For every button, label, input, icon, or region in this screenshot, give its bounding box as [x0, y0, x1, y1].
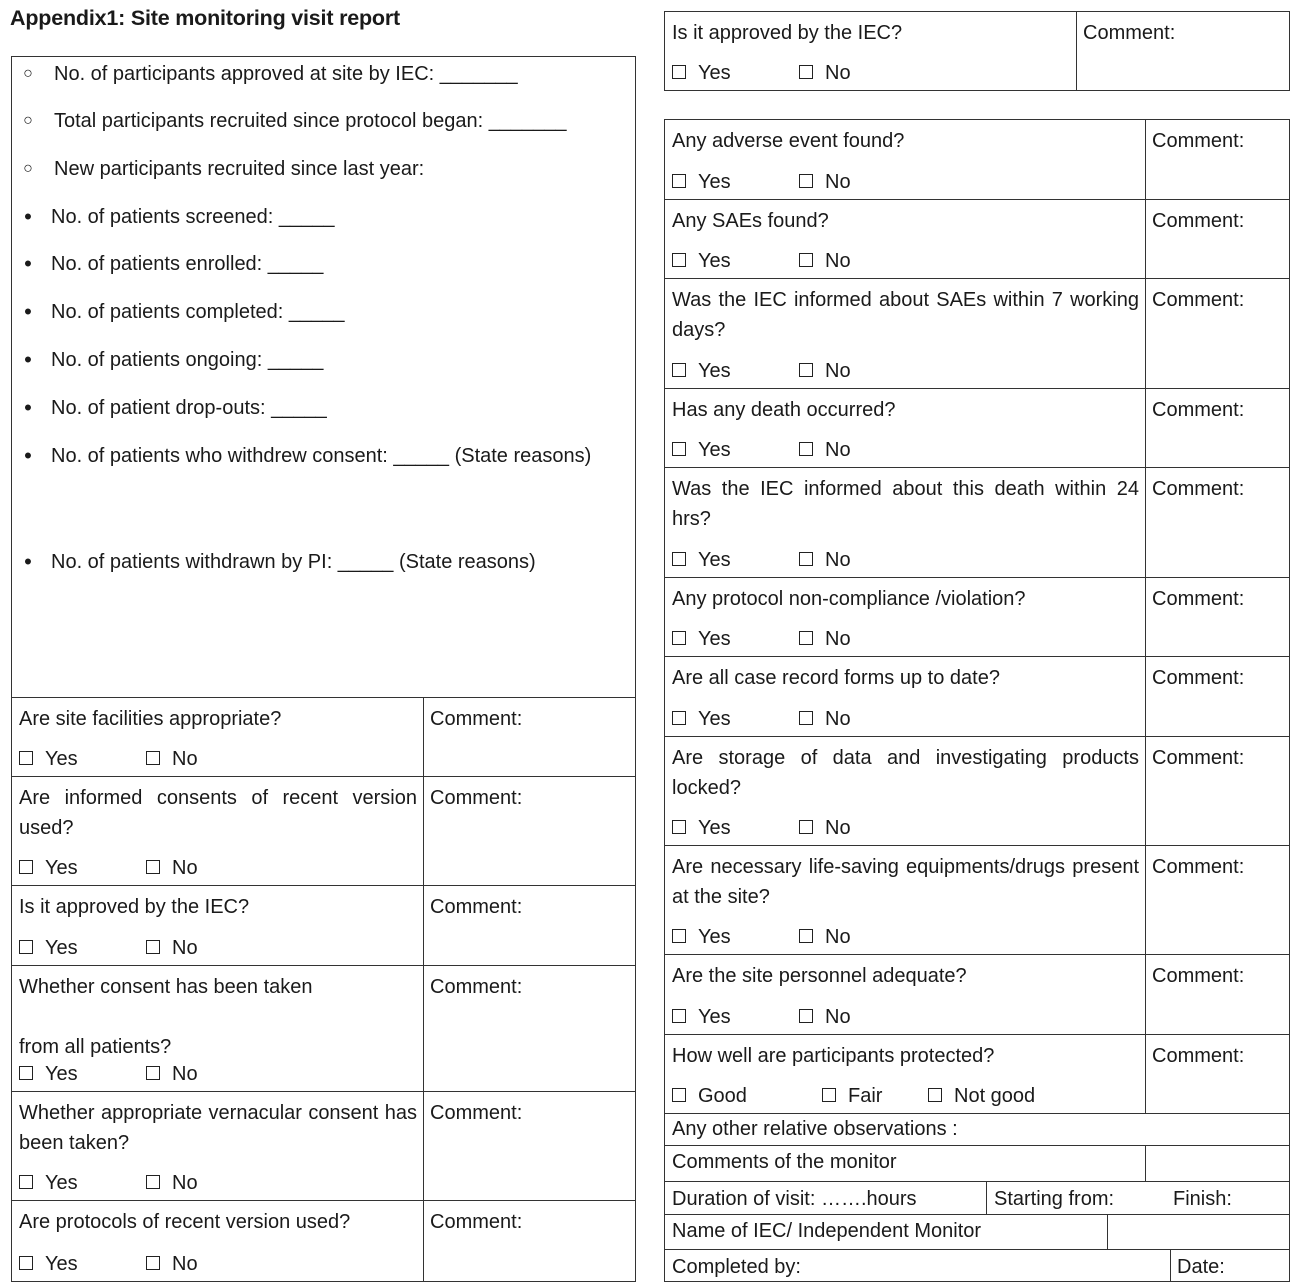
checkbox-icon[interactable]: [799, 929, 813, 943]
left-table-bottom-border: [11, 1281, 636, 1282]
no-option[interactable]: [799, 924, 851, 950]
comment-cell[interactable]: [423, 777, 635, 885]
option-label: No: [172, 937, 198, 959]
date-divider: [1170, 1250, 1171, 1281]
bullet-icon: •: [24, 347, 32, 372]
question-row: [11, 965, 636, 1091]
yes-option[interactable]: [19, 935, 78, 961]
question-row: [664, 11, 1290, 90]
comment-label: Comment:: [430, 976, 523, 998]
checkbox-icon[interactable]: [799, 65, 813, 79]
question-cell: [665, 737, 1145, 845]
question-cell: [665, 955, 1145, 1034]
option-label: No: [825, 360, 851, 382]
option-label: Yes: [698, 549, 731, 571]
question-row: [11, 1200, 636, 1281]
no-option[interactable]: [146, 1170, 198, 1196]
option-label: Yes: [698, 171, 731, 193]
circle-bullet-icon: ○: [23, 65, 33, 82]
comment-cell[interactable]: [1145, 279, 1289, 388]
checkbox-icon[interactable]: [146, 751, 160, 765]
checkbox-icon[interactable]: [799, 442, 813, 456]
option-label: Fair: [848, 1085, 883, 1107]
completed-by-row: [664, 1249, 1290, 1282]
option-label: Yes: [45, 857, 78, 879]
comment-label: Comment:: [1083, 22, 1176, 44]
question-cell: [665, 1035, 1145, 1113]
no-option[interactable]: [146, 1251, 198, 1277]
option-label: No: [172, 857, 198, 879]
checkbox-icon[interactable]: [799, 820, 813, 834]
comment-cell[interactable]: [423, 966, 635, 1091]
checkbox-icon[interactable]: [146, 1256, 160, 1270]
yes-option[interactable]: [672, 547, 731, 573]
question-text: Whether appropriate vernacular consent has been taken?: [19, 1102, 417, 1154]
comment-label: Comment:: [1152, 289, 1245, 311]
checkbox-icon[interactable]: [799, 174, 813, 188]
checkbox-icon[interactable]: [672, 1009, 686, 1023]
summary-item-text: Total participants recruited since protocol began: _______: [54, 110, 567, 132]
comment-label: Comment:: [1152, 399, 1245, 421]
summary-item-text: No. of patients enrolled: _____: [51, 253, 324, 275]
yes-option[interactable]: [672, 437, 731, 463]
yes-option[interactable]: [19, 1251, 78, 1277]
question-cell: [665, 657, 1145, 736]
other-observations-label: Any other relative observations :: [672, 1118, 958, 1140]
bullet-icon: •: [24, 549, 32, 574]
comment-label: Comment:: [1152, 588, 1245, 610]
checkbox-icon[interactable]: [822, 1088, 836, 1102]
yes-option[interactable]: [672, 1004, 731, 1030]
comment-label: Comment:: [1152, 130, 1245, 152]
option-label: No: [825, 926, 851, 948]
participant-summary-box: [11, 56, 636, 698]
no-option[interactable]: [146, 855, 198, 881]
option-label: Yes: [698, 1006, 731, 1028]
yes-option[interactable]: [672, 815, 731, 841]
checkbox-icon[interactable]: [19, 751, 33, 765]
no-option[interactable]: [799, 358, 851, 384]
checkbox-icon[interactable]: [799, 1009, 813, 1023]
completed-by-label: Completed by:: [672, 1256, 801, 1278]
duration-label: Duration of visit: …….hours: [672, 1188, 917, 1210]
checkbox-icon[interactable]: [672, 552, 686, 566]
summary-item: [12, 157, 635, 181]
summary-item: [12, 444, 635, 468]
option-label: Yes: [45, 937, 78, 959]
checkbox-icon[interactable]: [19, 1256, 33, 1270]
question-text: Any protocol non-compliance /violation?: [672, 588, 1026, 610]
question-row: [664, 954, 1290, 1034]
option-label: No: [172, 748, 198, 770]
yes-option[interactable]: [19, 1170, 78, 1196]
no-option[interactable]: [799, 248, 851, 274]
question-cell: [665, 12, 1076, 90]
comment-label: Comment:: [1152, 747, 1245, 769]
question-text: Are storage of data and investigating products locked?: [672, 747, 1139, 799]
checkbox-icon[interactable]: [672, 631, 686, 645]
option-label: No: [825, 171, 851, 193]
question-row: [664, 388, 1290, 467]
option-label: No: [825, 439, 851, 461]
option-label: Not good: [954, 1085, 1036, 1107]
comment-cell[interactable]: [1145, 1035, 1289, 1113]
other-observations-row: [664, 1113, 1290, 1145]
question-cell: [12, 1092, 423, 1200]
iec-name-label: Name of IEC/ Independent Monitor: [672, 1220, 982, 1242]
summary-item-text: New participants recruited since last year:: [54, 158, 425, 180]
option-label: Yes: [45, 1063, 78, 1085]
yes-option[interactable]: [672, 924, 731, 950]
comment-cell[interactable]: [1145, 468, 1289, 577]
comment-cell[interactable]: [1145, 846, 1289, 954]
checkbox-icon[interactable]: [672, 1088, 686, 1102]
starting-from-label: Starting from:: [994, 1188, 1115, 1210]
no-option[interactable]: [146, 1061, 198, 1087]
no-option[interactable]: [799, 169, 851, 195]
comment-label: Comment:: [430, 896, 523, 918]
comment-cell[interactable]: [1145, 389, 1289, 467]
question-row: [664, 199, 1290, 278]
question-text: Are all case record forms up to date?: [672, 667, 1000, 689]
comment-label: Comment:: [430, 708, 523, 730]
yes-option[interactable]: [19, 855, 78, 881]
checkbox-icon[interactable]: [672, 820, 686, 834]
circle-bullet-icon: ○: [23, 160, 33, 177]
monitor-comments-field[interactable]: [1145, 1146, 1146, 1181]
comment-cell[interactable]: [1145, 955, 1289, 1034]
option-label: No: [825, 1006, 851, 1028]
checkbox-icon[interactable]: [799, 631, 813, 645]
question-cell: [665, 846, 1145, 954]
yes-option[interactable]: [672, 248, 731, 274]
comment-label: Comment:: [430, 787, 523, 809]
question-text: Are necessary life-saving equipments/drugs present at the site?: [672, 856, 1139, 908]
option-label: Yes: [698, 360, 731, 382]
option-label: Good: [698, 1085, 747, 1107]
yes-option[interactable]: [672, 626, 731, 652]
bullet-icon: •: [24, 395, 32, 420]
comment-cell[interactable]: [423, 1201, 635, 1281]
summary-item-text: No. of patient drop-outs: _____: [51, 397, 327, 419]
summary-item: [12, 252, 635, 276]
question-text: Was the IEC informed about SAEs within 7 working days?: [672, 289, 1139, 341]
comment-label: Comment:: [430, 1102, 523, 1124]
question-text: Is it approved by the IEC?: [19, 896, 250, 918]
checkbox-icon[interactable]: [146, 1066, 160, 1080]
question-row: [664, 278, 1290, 388]
option-label: Yes: [45, 1253, 78, 1275]
summary-item-text: No. of patients withdrawn by PI: _____ (State reasons): [51, 551, 536, 573]
question-text: Has any death occurred?: [672, 399, 896, 421]
checkbox-icon[interactable]: [672, 174, 686, 188]
question-text: How well are participants protected?: [672, 1045, 995, 1067]
comment-label: Comment:: [1152, 1045, 1245, 1067]
question-text: Whether consent has been taken from all patients?: [19, 976, 313, 1058]
visit-duration-row: [664, 1181, 1290, 1214]
no-option[interactable]: [799, 547, 851, 573]
checkbox-icon[interactable]: [672, 253, 686, 267]
question-text: Are the site personnel adequate?: [672, 965, 967, 987]
option-label: Yes: [698, 708, 731, 730]
checkbox-icon[interactable]: [928, 1088, 942, 1102]
duration-divider: [986, 1182, 987, 1214]
question-row: [11, 776, 636, 885]
summary-item: [12, 109, 635, 133]
question-cell: [665, 389, 1145, 467]
question-cell: [12, 886, 423, 965]
question-cell: [665, 279, 1145, 388]
comment-label: Comment:: [1152, 210, 1245, 232]
circle-bullet-icon: ○: [23, 112, 33, 129]
comment-label: Comment:: [1152, 856, 1245, 878]
question-row: [664, 656, 1290, 736]
checkbox-icon[interactable]: [146, 1175, 160, 1189]
question-row: [664, 467, 1290, 577]
question-row: [11, 885, 636, 965]
option-label: No: [825, 628, 851, 650]
comment-label: Comment:: [430, 1211, 523, 1233]
bullet-icon: •: [24, 251, 32, 276]
checkbox-icon[interactable]: [799, 253, 813, 267]
option-label: No: [172, 1172, 198, 1194]
comment-cell[interactable]: [1145, 578, 1289, 656]
bullet-icon: •: [24, 443, 32, 468]
comment-label: Comment:: [1152, 965, 1245, 987]
option-label: Yes: [45, 748, 78, 770]
question-row: [11, 697, 636, 776]
option-label: No: [825, 817, 851, 839]
checkbox-icon[interactable]: [19, 860, 33, 874]
question-cell: [12, 966, 423, 1091]
checkbox-icon[interactable]: [672, 65, 686, 79]
report-title: Appendix1: Site monitoring visit report: [10, 6, 400, 30]
checkbox-icon[interactable]: [799, 552, 813, 566]
yes-option[interactable]: [672, 60, 731, 86]
checkbox-icon[interactable]: [19, 1175, 33, 1189]
not-good-option[interactable]: [928, 1083, 1035, 1109]
question-cell: [665, 468, 1145, 577]
no-option[interactable]: [799, 437, 851, 463]
option-label: No: [825, 549, 851, 571]
comment-cell[interactable]: [1076, 12, 1289, 90]
no-option[interactable]: [799, 706, 851, 732]
question-text: Any SAEs found?: [672, 210, 829, 232]
comment-cell[interactable]: [423, 1092, 635, 1200]
option-label: Yes: [698, 817, 731, 839]
no-option[interactable]: [146, 746, 198, 772]
comment-cell[interactable]: [1145, 200, 1289, 278]
question-cell: [12, 777, 423, 885]
option-label: Yes: [698, 439, 731, 461]
summary-item-text: No. of patients who withdrew consent: _____ (State reasons): [51, 445, 592, 467]
option-label: Yes: [698, 926, 731, 948]
summary-item: [12, 348, 635, 372]
summary-item-text: No. of patients screened: _____: [51, 206, 335, 228]
summary-item-text: No. of patients ongoing: _____: [51, 349, 324, 371]
date-label: Date:: [1177, 1256, 1225, 1278]
summary-item: [12, 300, 635, 324]
checkbox-icon[interactable]: [146, 940, 160, 954]
option-label: No: [825, 250, 851, 272]
option-label: No: [825, 62, 851, 84]
finish-label: Finish:: [1173, 1188, 1232, 1210]
question-cell: [665, 120, 1145, 199]
fair-option[interactable]: [822, 1083, 882, 1109]
option-label: Yes: [698, 250, 731, 272]
no-option[interactable]: [799, 815, 851, 841]
comment-label: Comment:: [1152, 667, 1245, 689]
summary-item-text: No. of patients completed: _____: [51, 301, 345, 323]
comment-cell[interactable]: [1145, 737, 1289, 845]
option-label: No: [172, 1063, 198, 1085]
comment-cell[interactable]: [1145, 657, 1289, 736]
checkbox-icon[interactable]: [799, 711, 813, 725]
option-label: Yes: [45, 1172, 78, 1194]
summary-item-text: No. of participants approved at site by IEC: _______: [54, 63, 518, 85]
question-cell: [12, 698, 423, 776]
option-label: No: [172, 1253, 198, 1275]
checkbox-icon[interactable]: [19, 1066, 33, 1080]
monitor-comments-label: Comments of the monitor: [672, 1151, 897, 1173]
no-option[interactable]: [799, 626, 851, 652]
question-cell: [665, 200, 1145, 278]
iec-name-field[interactable]: [1107, 1215, 1108, 1249]
question-text: Is it approved by the IEC?: [672, 22, 903, 44]
no-option[interactable]: [799, 1004, 851, 1030]
checkbox-icon[interactable]: [146, 860, 160, 874]
monitor-comments-row: [664, 1145, 1290, 1181]
option-label: No: [825, 708, 851, 730]
checkbox-icon[interactable]: [19, 940, 33, 954]
question-text: Are informed consents of recent version used?: [19, 787, 417, 839]
question-text: Was the IEC informed about this death within 24 hrs?: [672, 478, 1139, 530]
bullet-icon: •: [24, 299, 32, 324]
question-row: [664, 577, 1290, 656]
bullet-icon: •: [24, 204, 32, 229]
summary-item: [12, 205, 635, 229]
iec-name-row: [664, 1214, 1290, 1249]
no-option[interactable]: [799, 60, 851, 86]
question-row: [664, 736, 1290, 845]
comment-label: Comment:: [1152, 478, 1245, 500]
option-label: Yes: [698, 628, 731, 650]
yes-option[interactable]: [19, 1061, 78, 1087]
checkbox-icon[interactable]: [672, 711, 686, 725]
question-row: [11, 1091, 636, 1200]
yes-option[interactable]: [672, 358, 731, 384]
comment-cell[interactable]: [423, 886, 635, 965]
summary-item: [12, 396, 635, 420]
summary-item: [12, 550, 635, 574]
comment-cell[interactable]: [423, 698, 635, 776]
question-text: Are site facilities appropriate?: [19, 708, 282, 730]
right-top-bottom-border: [664, 90, 1290, 91]
question-row: [664, 119, 1290, 199]
yes-option[interactable]: [672, 706, 731, 732]
option-label: Yes: [698, 62, 731, 84]
yes-option[interactable]: [19, 746, 78, 772]
question-row: [664, 845, 1290, 954]
checkbox-icon[interactable]: [672, 363, 686, 377]
question-cell: [12, 1201, 423, 1281]
yes-option[interactable]: [672, 169, 731, 195]
comment-cell[interactable]: [1145, 120, 1289, 199]
summary-item: [12, 62, 635, 86]
good-option[interactable]: [672, 1083, 747, 1109]
checkbox-icon[interactable]: [672, 929, 686, 943]
checkbox-icon[interactable]: [799, 363, 813, 377]
question-text: Are protocols of recent version used?: [19, 1211, 351, 1233]
question-text: Any adverse event found?: [672, 130, 905, 152]
question-row: [664, 1034, 1290, 1113]
question-cell: [665, 578, 1145, 656]
checkbox-icon[interactable]: [672, 442, 686, 456]
no-option[interactable]: [146, 935, 198, 961]
